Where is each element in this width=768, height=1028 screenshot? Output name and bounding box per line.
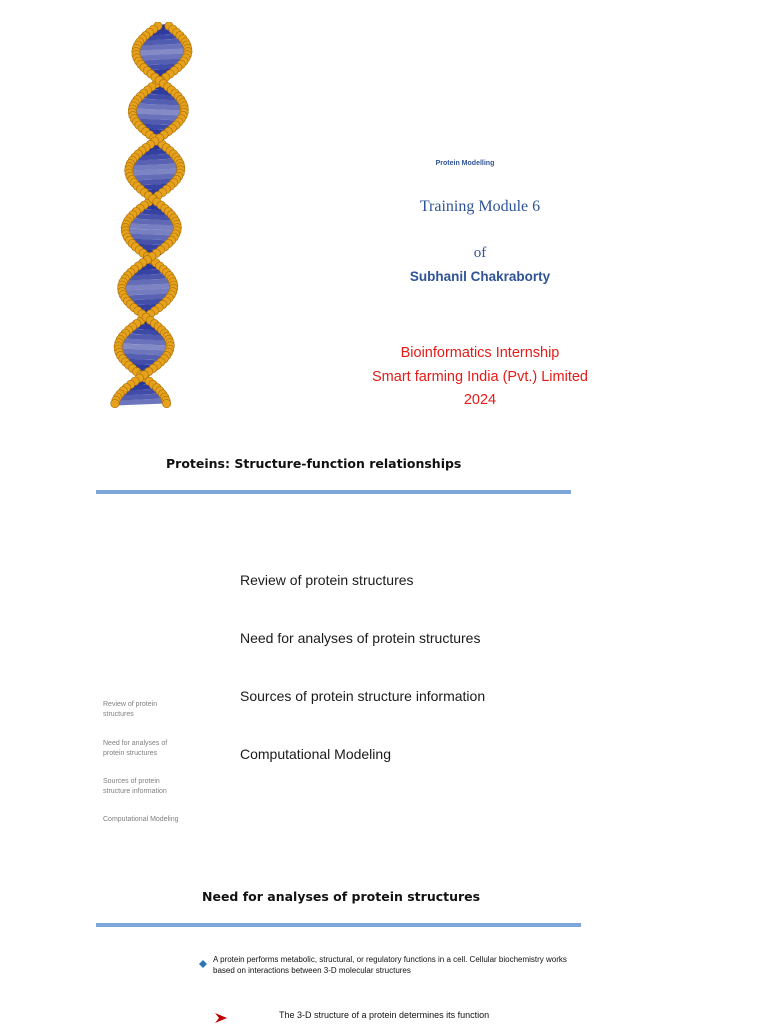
cover-author: Subhanil Chakraborty xyxy=(409,269,551,284)
dna-base-pair xyxy=(127,276,170,278)
dna-base-pair xyxy=(127,236,175,238)
cover-year: 2024 xyxy=(463,392,497,408)
diamond-bullet-icon xyxy=(199,955,207,963)
cover-org-line-1: Bioinformatics Internship xyxy=(400,345,560,361)
slide2-title: Need for analyses of protein structures xyxy=(202,889,481,904)
dna-base-pair xyxy=(130,176,179,178)
dna-base-pair xyxy=(118,346,170,348)
dna-base-pair xyxy=(122,291,173,293)
dna-base-pair xyxy=(120,341,170,343)
dna-base-pair xyxy=(116,401,167,403)
cover-org-line-2: Smart farming India (Pvt.) Limited xyxy=(372,369,588,385)
dna-base-pair xyxy=(133,106,184,108)
dna-backbone-atom xyxy=(111,399,119,407)
dna-backbone-atom xyxy=(162,399,170,407)
dna-base-pair xyxy=(128,221,176,223)
dna-base-pair xyxy=(132,216,173,218)
slide2-bullet-1: A protein performs metabolic, structural, or regulatory functions in a cell. Cellular biochemistry works based on interactions between 3-D molecular structures xyxy=(213,955,567,975)
sidebar-outline-item: Need for analyses of protein structures xyxy=(103,740,168,757)
cover-module-title: Training Module 6 xyxy=(419,198,541,215)
dna-base-pair xyxy=(121,356,166,358)
dna-base-pair xyxy=(129,166,180,168)
slide2-title-rule xyxy=(96,923,581,927)
sidebar-outline-item: Review of protein structures xyxy=(103,701,158,718)
dna-base-pair xyxy=(132,111,184,113)
dna-base-pair xyxy=(124,281,173,283)
dna-base-pair xyxy=(133,116,183,118)
dna-base-pair xyxy=(140,41,184,43)
sidebar-outline-item: Computational Modeling xyxy=(103,816,179,823)
slide1-title-rule xyxy=(96,490,571,494)
cover-small-title: Protein Modelling xyxy=(435,160,495,167)
dna-base-pair xyxy=(126,226,178,228)
dna-base-pair xyxy=(136,101,181,103)
dna-base-pair xyxy=(123,336,167,338)
dna-helix-image xyxy=(96,22,208,410)
outline-item: Review of protein structures xyxy=(240,572,414,588)
slide2-bullet-2: The 3-D structure of a protein determines its function xyxy=(279,1010,490,1020)
outline-item: Sources of protein structure information xyxy=(240,688,486,704)
dna-base-pair xyxy=(125,231,177,233)
dna-base-pair xyxy=(122,286,174,288)
dna-base-pair xyxy=(119,351,170,353)
dna-base-pair xyxy=(137,46,187,48)
sidebar-outline-item: Sources of protein structure information xyxy=(103,778,167,795)
cover-of: of xyxy=(473,245,487,261)
dna-base-pair xyxy=(136,56,187,58)
dna-base-pair xyxy=(132,161,179,163)
outline-item: Computational Modeling xyxy=(240,746,391,762)
dna-base-pair xyxy=(129,171,181,173)
dna-base-pair xyxy=(118,396,163,398)
outline-item: Need for analyses of protein structures xyxy=(240,630,481,646)
dna-base-pair xyxy=(136,51,188,53)
slide1-title: Proteins: Structure-function relationships xyxy=(166,456,462,471)
arrow-bullet-icon xyxy=(215,1010,227,1020)
